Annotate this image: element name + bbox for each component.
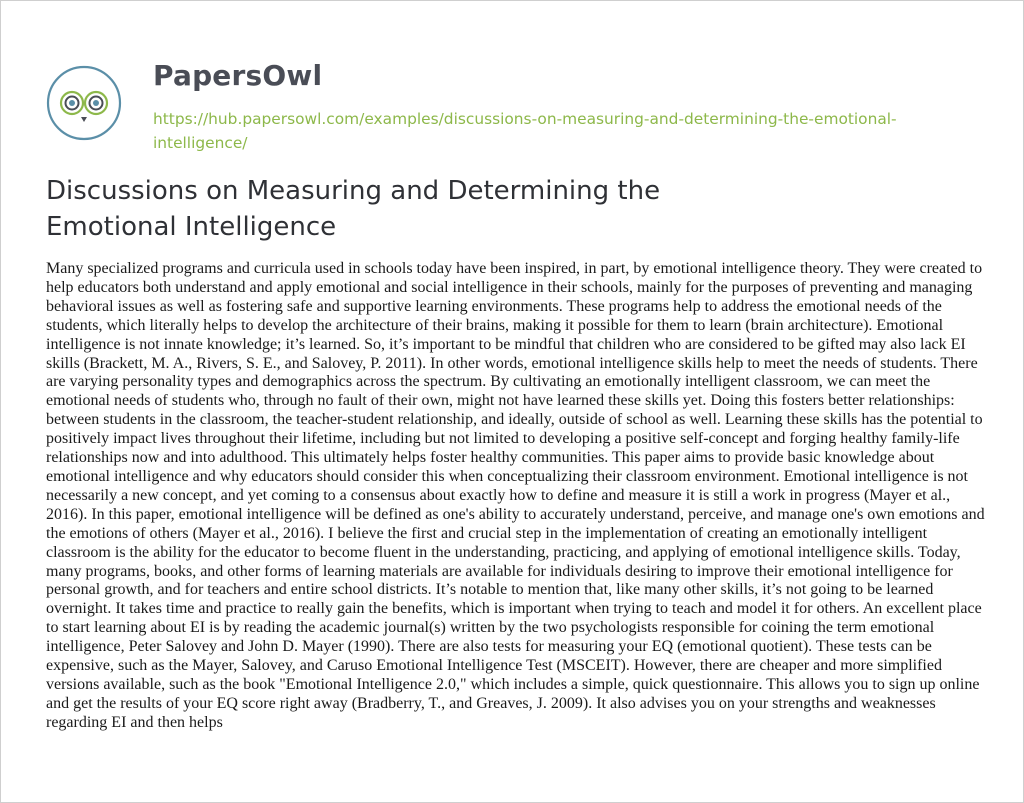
source-url[interactable]: https://hub.papersowl.com/examples/discussions-on-measuring-and-determining-the-emotional-intelligence/ xyxy=(153,110,897,152)
owl-eyes-logo-icon xyxy=(46,65,122,141)
essay-body: Many specialized programs and curricula used in schools today have been inspired, in part, by emotional intelligence theory. They were created to help educators both understand and apply emotional and social intelligence in their schools, mainly for the purposes of preventing and managing behavioral issues as well as fostering safe and supportive learning environments. These programs help to address the emotional needs of the students, which literally helps to develop the architecture of their brains, making it possible for them to learn (brain architecture). Emotional intelligence is not innate knowledge; it’s learned. So, it’s important to be mindful that children who are considered to be gifted may also lack EI skills (Brackett, M. A., Rivers, S. E., and Salovey, P. 2011). In other words, emotional intelligence skills help to meet the needs of students. There are varying personality types and demographics across the spectrum. By cultivating an emotionally intelligent classroom, we can meet the emotional needs of students who, through no fault of their own, might not have learned these skills yet. Doing this fosters better relationships: between students in the classroom, the teacher-student relationship, and ideally, outside of school as well. Learning these skills has the potential to positively impact lives throughout their lifetime, including but not limited to developing a positive self-concept and forging healthy family-life relationships now and into adulthood. This ultimately helps foster healthy communities. This paper aims to provide basic knowledge about emotional intelligence and why educators should consider this when conceptualizing their classroom environment. Emotional intelligence is not necessarily a new concept, and yet coming to a consensus about exactly how to define and measure it is still a work in progress (Mayer et al., 2016). In this paper, emotional intelligence will be defined as one's ability to accurately understand, perceive, and manage one's own emotions and the emotions of others (Mayer et al., 2016). I believe the first and crucial step in the implementation of creating an emotionally intelligent classroom is the ability for the educator to become fluent in the understanding, practicing, and applying of emotional intelligence skills. Today, many programs, books, and other forms of learning materials are available for individuals desiring to improve their emotional intelligence for personal growth, and for teachers and entire school districts. It’s notable to mention that, like many other skills, it’s not going to be learned overnight. It takes time and practice to really gain the benefits, which is important when trying to teach and model it for others. An excellent place to start learning about EI is by reading the academic journal(s) written by the two psychologists responsible for coining the term emotional intelligence, Peter Salovey and John D. Mayer (1990). There are also tests for measuring your EQ (emotional quotient). These tests can be expensive, such as the Mayer, Salovey, and Caruso Emotional Intelligence Test (MSCEIT). However, there are cheaper and more simplified versions available, such as the book "Emotional Intelligence 2.0," which includes a simple, quick questionnaire. This allows you to sign up online and get the results of your EQ score right away (Bradberry, T., and Greaves, J. 2009). It also advises you on your strengths and weaknesses regarding EI and then helps xyxy=(46,260,985,731)
essay-title: Discussions on Measuring and Determining the Emotional Intelligence xyxy=(46,176,661,242)
brand-name: PapersOwl xyxy=(153,59,323,92)
